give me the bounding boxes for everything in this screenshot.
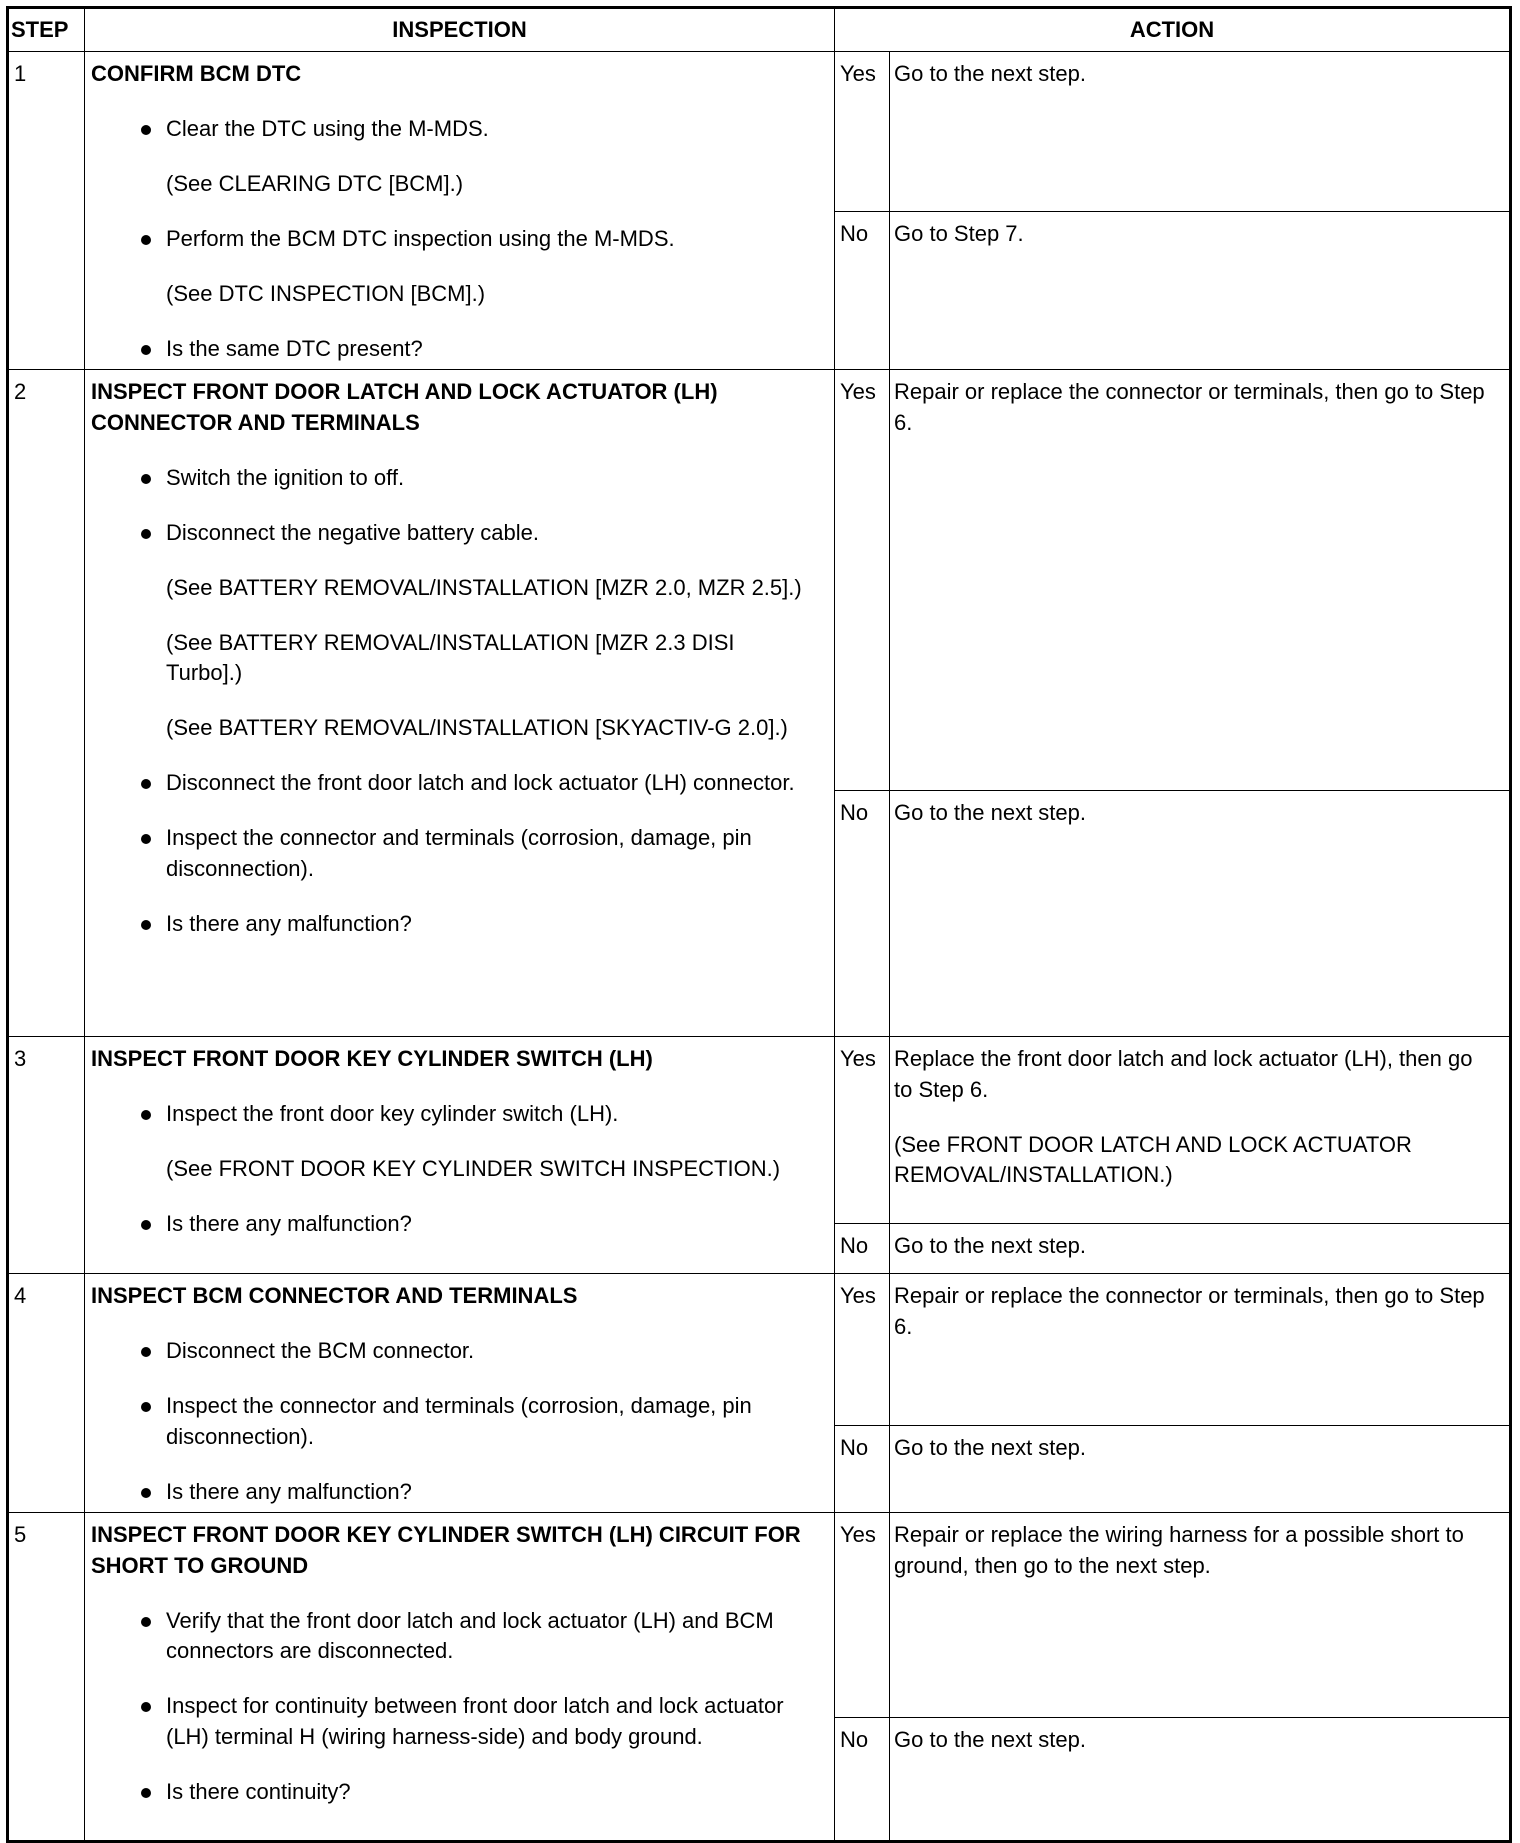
yes-action bbox=[889, 1513, 1509, 1717]
yes-label: Yes bbox=[834, 1037, 889, 1223]
no-branch bbox=[834, 1718, 1509, 1840]
yes-action bbox=[889, 370, 1509, 790]
inspection-bullet: Is there any malfunction? bbox=[91, 1477, 814, 1508]
inspection-cell bbox=[84, 370, 834, 1036]
reference-note: (See BATTERY REMOVAL/INSTALLATION [SKYACTIV-G 2.0].) bbox=[166, 715, 788, 740]
step-number: 2 bbox=[14, 379, 27, 404]
yes-action bbox=[889, 1037, 1509, 1223]
reference-note: (See BATTERY REMOVAL/INSTALLATION [MZR 2.3 DISI Turbo].) bbox=[166, 629, 735, 685]
action-cell bbox=[834, 1513, 1509, 1840]
inspection-cell bbox=[84, 52, 834, 389]
inspection-bullet: Inspect the connector and terminals (corrosion, damage, pin disconnection). bbox=[91, 1391, 814, 1452]
action-text: Go to the next step. bbox=[894, 1435, 1087, 1460]
inspection-bullet: Is there any malfunction? bbox=[91, 909, 814, 940]
yes-branch bbox=[834, 1274, 1509, 1426]
yes-branch bbox=[834, 52, 1509, 212]
yes-label: Yes bbox=[834, 370, 889, 790]
inspection-cell bbox=[84, 1274, 834, 1532]
yes-action bbox=[889, 1274, 1509, 1425]
action-cell bbox=[834, 1037, 1509, 1286]
table-row bbox=[9, 370, 1509, 1037]
action-text: Go to the next step. bbox=[894, 1727, 1087, 1752]
table-row bbox=[9, 1037, 1509, 1274]
action-text: Go to Step 7. bbox=[894, 221, 1024, 246]
table-row bbox=[9, 1513, 1509, 1840]
inspection-bullet: Disconnect the BCM connector. bbox=[91, 1336, 814, 1367]
header-action: ACTION bbox=[834, 9, 1509, 51]
step-number: 3 bbox=[14, 1046, 27, 1071]
inspection-bullet: Switch the ignition to off. bbox=[91, 463, 814, 494]
inspection-cell bbox=[84, 1037, 834, 1286]
inspection-title: INSPECT FRONT DOOR LATCH AND LOCK ACTUATOR (LH) CONNECTOR AND TERMINALS bbox=[91, 379, 718, 435]
action-text: (See FRONT DOOR LATCH AND LOCK ACTUATOR REMOVAL/INSTALLATION.) bbox=[894, 1131, 1412, 1187]
header-step: STEP bbox=[11, 17, 69, 42]
inspection-title: CONFIRM BCM DTC bbox=[91, 61, 302, 86]
reference-note: (See FRONT DOOR KEY CYLINDER SWITCH INSPECTION.) bbox=[166, 1156, 781, 1181]
action-cell bbox=[834, 1274, 1509, 1532]
action-text: Repair or replace the connector or terminals, then go to Step 6. bbox=[894, 379, 1485, 435]
inspection-bullet: Is there continuity? bbox=[91, 1777, 814, 1808]
no-branch bbox=[834, 791, 1509, 1036]
inspection-bullet: Disconnect the negative battery cable. bbox=[91, 518, 814, 549]
yes-branch bbox=[834, 1513, 1509, 1718]
step-number: 4 bbox=[14, 1283, 27, 1308]
action-text: Repair or replace the wiring harness for a possible short to ground, then go to the next step. bbox=[894, 1522, 1464, 1578]
no-action bbox=[889, 791, 1509, 1036]
yes-label: Yes bbox=[834, 1274, 889, 1425]
action-text: Go to the next step. bbox=[894, 800, 1087, 825]
action-cell bbox=[834, 370, 1509, 1036]
inspection-bullet: Disconnect the front door latch and lock actuator (LH) connector. bbox=[91, 768, 814, 799]
no-branch bbox=[834, 212, 1509, 389]
no-action bbox=[889, 1718, 1509, 1840]
inspection-bullet: Is there any malfunction? bbox=[91, 1209, 814, 1240]
inspection-cell bbox=[84, 1513, 834, 1840]
reference-note: (See CLEARING DTC [BCM].) bbox=[166, 171, 464, 196]
yes-label: Yes bbox=[834, 1513, 889, 1717]
yes-label: Yes bbox=[834, 52, 889, 211]
no-label: No bbox=[834, 1718, 889, 1840]
table-header bbox=[9, 9, 1509, 52]
yes-branch bbox=[834, 370, 1509, 791]
diagnostic-procedure-table bbox=[6, 6, 1512, 1843]
table-body bbox=[9, 52, 1509, 1840]
action-text: Repair or replace the connector or terminals, then go to Step 6. bbox=[894, 1283, 1485, 1339]
action-text: Replace the front door latch and lock actuator (LH), then go to Step 6. bbox=[894, 1046, 1473, 1102]
header-inspection: INSPECTION bbox=[84, 9, 834, 51]
no-label: No bbox=[834, 1426, 889, 1532]
inspection-bullet: Inspect for continuity between front door latch and lock actuator (LH) terminal H (wiring harness-side) and body ground. bbox=[91, 1691, 814, 1752]
yes-action bbox=[889, 52, 1509, 211]
table-row bbox=[9, 52, 1509, 370]
no-label: No bbox=[834, 212, 889, 389]
inspection-bullet: Inspect the front door key cylinder switch (LH). bbox=[91, 1099, 814, 1130]
inspection-title: INSPECT FRONT DOOR KEY CYLINDER SWITCH (LH) bbox=[91, 1046, 653, 1071]
action-text: Go to the next step. bbox=[894, 61, 1087, 86]
inspection-title: INSPECT FRONT DOOR KEY CYLINDER SWITCH (LH) CIRCUIT FOR SHORT TO GROUND bbox=[91, 1522, 801, 1578]
no-label: No bbox=[834, 1224, 889, 1286]
step-number: 1 bbox=[14, 61, 27, 86]
inspection-bullet: Perform the BCM DTC inspection using the M-MDS. bbox=[91, 224, 814, 255]
inspection-title: INSPECT BCM CONNECTOR AND TERMINALS bbox=[91, 1283, 578, 1308]
yes-branch bbox=[834, 1037, 1509, 1224]
table-row bbox=[9, 1274, 1509, 1513]
reference-note: (See DTC INSPECTION [BCM].) bbox=[166, 281, 486, 306]
action-cell bbox=[834, 52, 1509, 389]
reference-note: (See BATTERY REMOVAL/INSTALLATION [MZR 2.0, MZR 2.5].) bbox=[166, 574, 802, 600]
inspection-bullet: Is the same DTC present? bbox=[91, 334, 814, 365]
inspection-bullet: Inspect the connector and terminals (corrosion, damage, pin disconnection). bbox=[91, 823, 814, 884]
step-number: 5 bbox=[14, 1522, 27, 1547]
inspection-bullet: Verify that the front door latch and lock actuator (LH) and BCM connectors are disconnected. bbox=[91, 1606, 814, 1667]
no-label: No bbox=[834, 791, 889, 1036]
action-text: Go to the next step. bbox=[894, 1233, 1087, 1258]
no-action bbox=[889, 212, 1509, 389]
inspection-bullet: Clear the DTC using the M-MDS. bbox=[91, 114, 814, 145]
